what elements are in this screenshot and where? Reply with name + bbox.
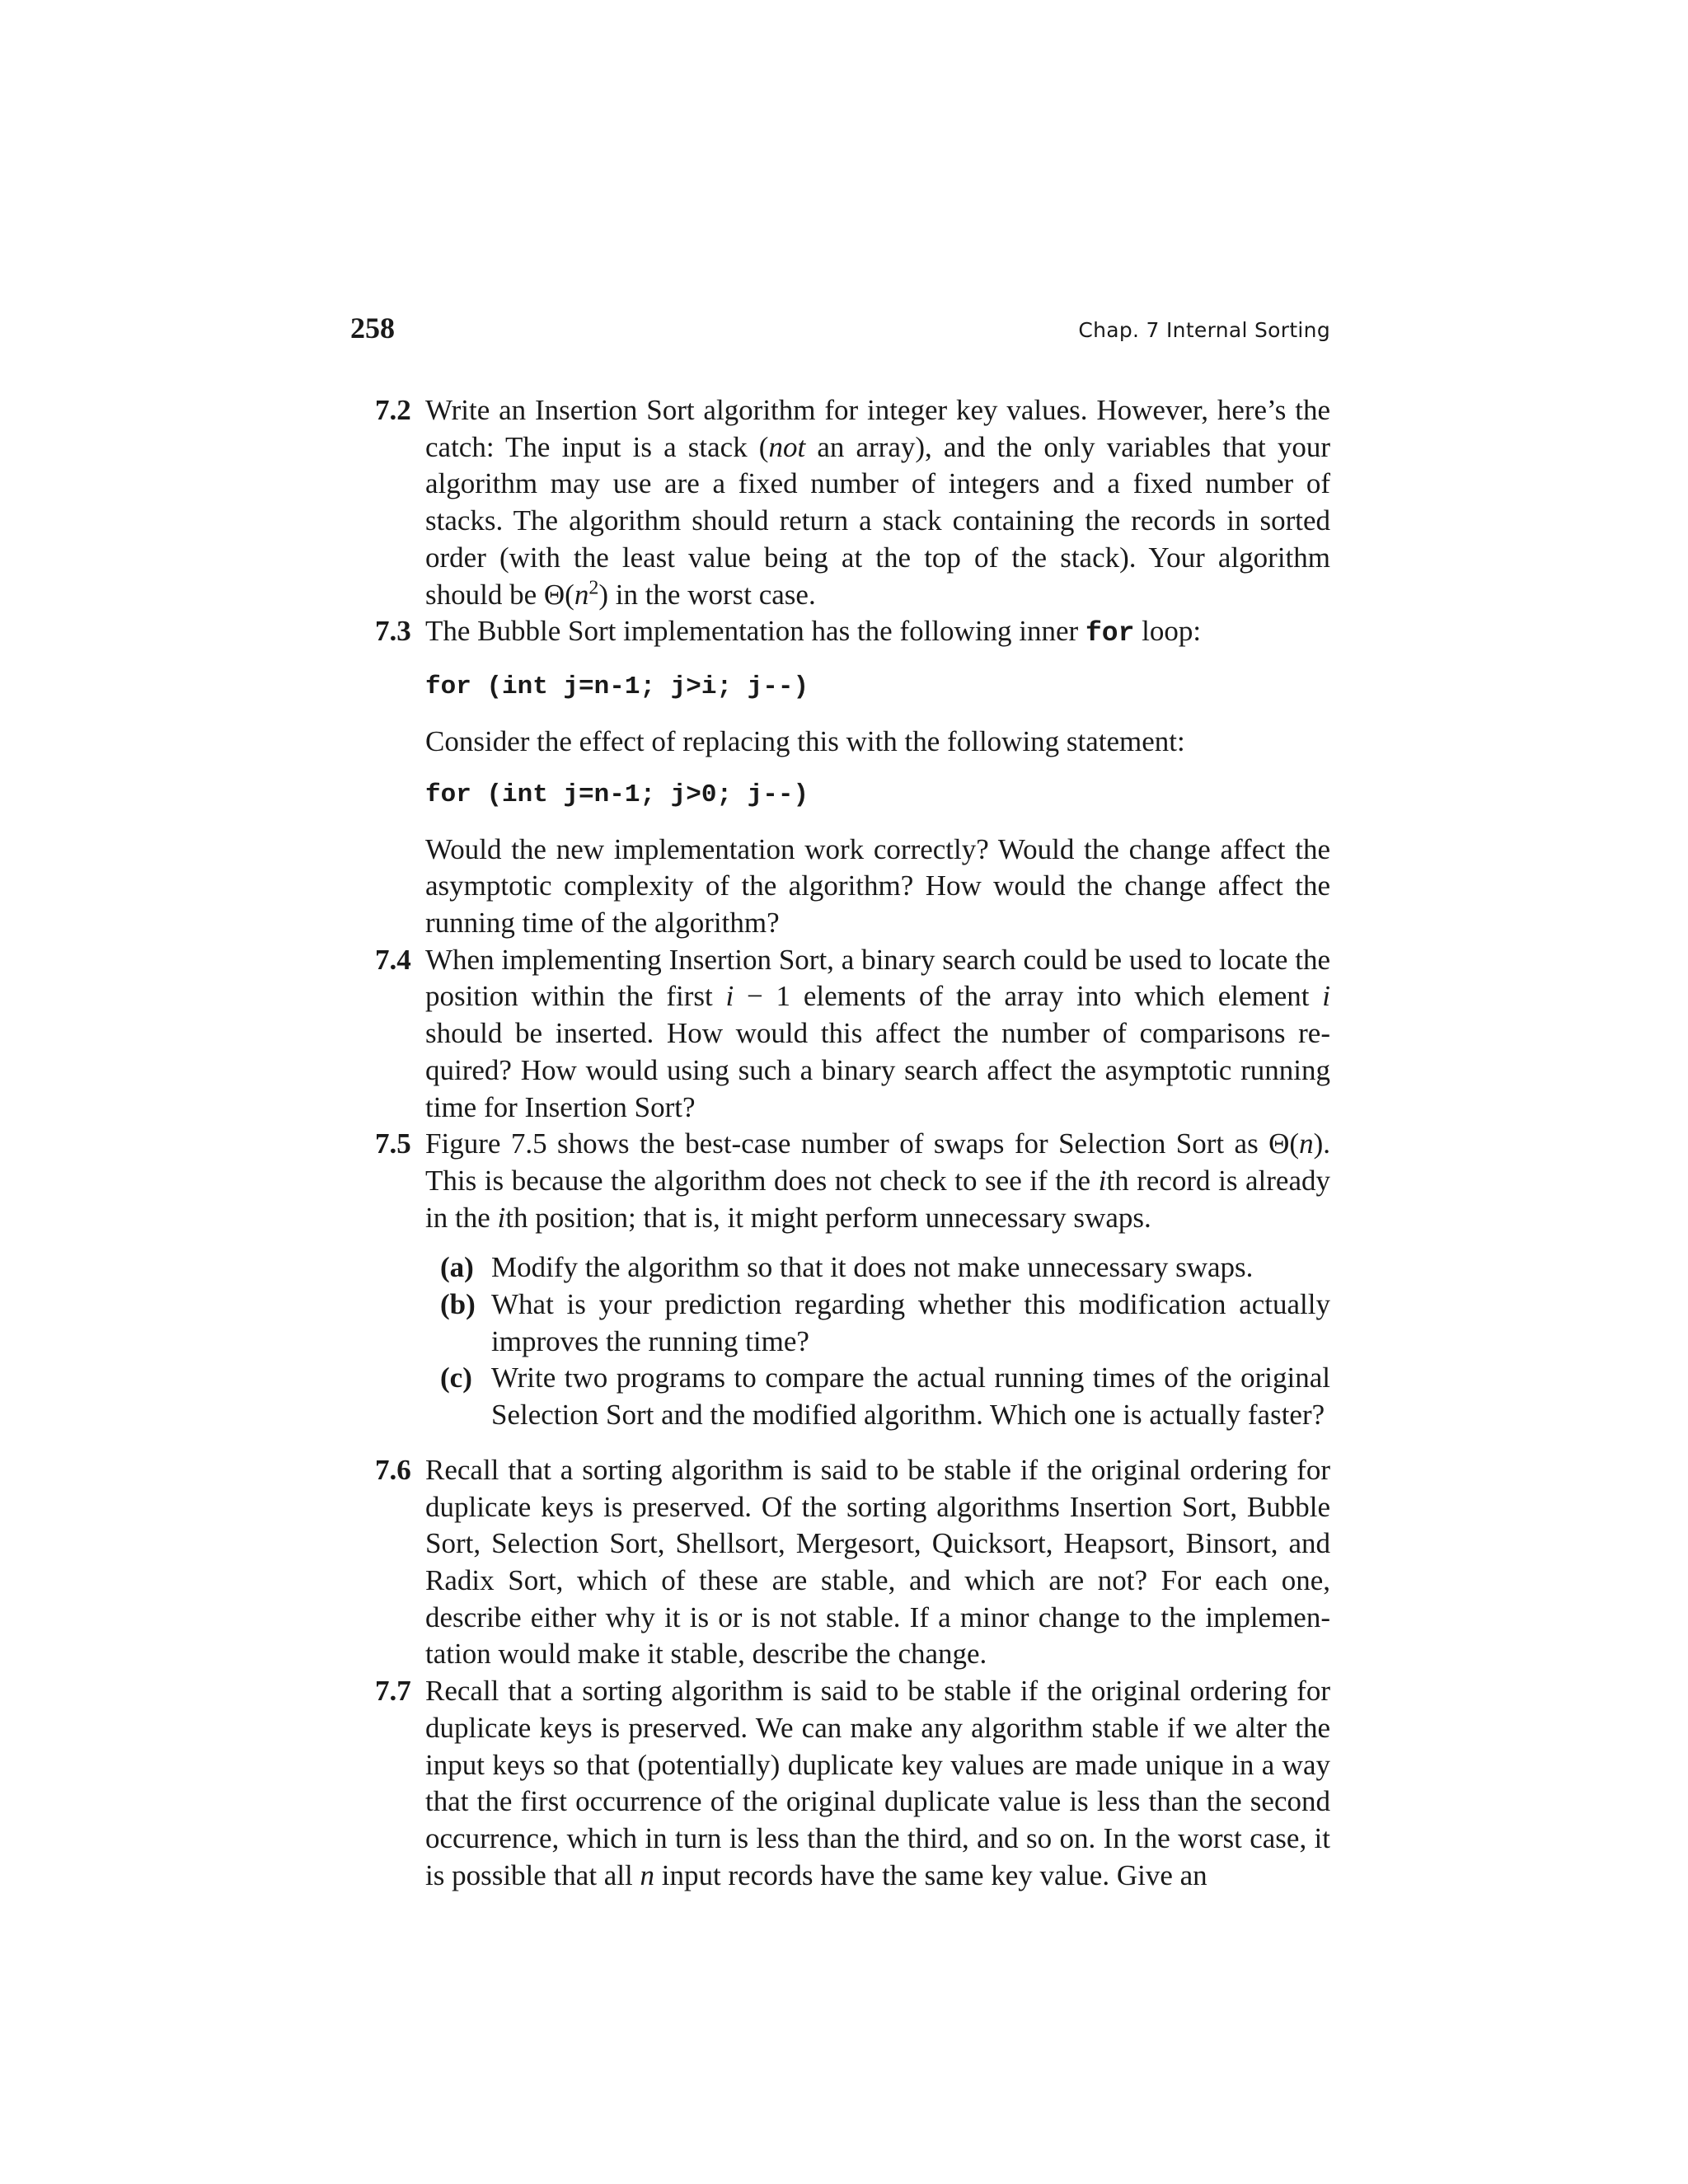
exercise-7-5	[375, 1126, 1330, 1452]
text-run: loop:	[1134, 615, 1202, 648]
emphasis-text: not	[768, 430, 806, 463]
exercise-text	[425, 942, 1330, 1127]
exercise-7-4	[375, 942, 1330, 1127]
text-run: When implementing Insertion Sort, a binary search could be used to locate the position within the first	[425, 943, 1330, 1013]
text-run: Write an Insertion Sort algorithm for integer key values. However, here’s the catch: The input is a stack (	[425, 394, 1330, 463]
sub-question-b	[440, 1286, 1330, 1360]
exercise-number: 7.4	[375, 943, 411, 976]
sub-question-a	[440, 1249, 1330, 1286]
sub-question-label: (b)	[440, 1288, 476, 1321]
exercise-number: 7.6	[375, 1453, 411, 1486]
running-header: Chap. 7 Internal Sorting	[1078, 318, 1330, 342]
text-run: ) in the worst case.	[598, 578, 816, 611]
math-superscript: 2	[588, 576, 599, 598]
text-run: − 1 elements of the array into which element	[734, 980, 1323, 1013]
text-run: th position; that is, it might perform unnecessary swaps.	[505, 1201, 1151, 1234]
sub-question-text: What is your prediction regarding whether this modification actually improves the running time?	[491, 1288, 1330, 1357]
math-variable: i	[725, 980, 734, 1013]
exercise-7-2	[375, 392, 1330, 613]
text-run: th record is already in the	[425, 1164, 1330, 1234]
sub-question-label: (a)	[440, 1251, 474, 1284]
exercise-number: 7.7	[375, 1675, 411, 1708]
inline-code-keyword: for	[1085, 618, 1135, 649]
text-run: input records have the same key value. Give an	[654, 1858, 1207, 1891]
code-line: for (int j=n-1; j>0; j--)	[425, 780, 809, 809]
spacer	[425, 1434, 1330, 1452]
page-body	[375, 392, 1330, 1894]
math-variable: i	[1322, 980, 1330, 1013]
text-run: Figure 7.5 shows the best-case number of swaps for Selection Sort as Θ(	[425, 1127, 1300, 1160]
exercise-text	[425, 392, 1330, 613]
text-run: The Bubble Sort implementation has the following inner	[425, 615, 1085, 648]
exercise-number: 7.3	[375, 615, 411, 648]
sub-question-c	[440, 1360, 1330, 1433]
text-run: Recall that a sorting algorithm is said to be stable if the original ordering for duplicate keys is preserved. We can make any algorithm stable if we alter the input keys so that (potentially) duplicate key values are made unique in a way that the first occurrence of the original duplicate value is less than the second occurrence, which in turn is less than the third, and so on. In the worst case, it is possible that all	[425, 1675, 1330, 1891]
exercise-7-6	[375, 1452, 1330, 1673]
sub-question-label: (c)	[440, 1361, 472, 1394]
exercise-text: Would the new implementation work correctly? Would the change affect the asymptotic complexity of the algorithm? How would the change affect the running time of the algorithm?	[425, 832, 1330, 940]
text-run: ). This is because the algorithm does not check to see if the	[425, 1127, 1330, 1197]
exercise-text	[425, 613, 1330, 653]
exercise-number: 7.5	[375, 1127, 411, 1160]
sub-question-text: Modify the algorithm so that it does not make unnecessary swaps.	[491, 1251, 1254, 1284]
math-variable: n	[1299, 1127, 1314, 1160]
sub-question-list	[440, 1249, 1330, 1434]
math-variable: i	[1098, 1164, 1107, 1197]
exercise-text	[425, 1673, 1330, 1894]
exercise-text	[425, 1126, 1330, 1236]
text-run: should be inserted. How would this affect the number of comparisons required? How would using such a binary search affect the asymptotic running time for Insertion Sort?	[425, 1017, 1330, 1123]
math-variable: n	[574, 578, 589, 611]
exercise-7-7	[375, 1673, 1330, 1894]
math-variable: i	[497, 1201, 506, 1234]
sub-question-text: Write two programs to compare the actual running times of the original Selection Sort and the modified algorithm. Which one is actually faster?	[491, 1361, 1330, 1432]
text-run: an array), and the only variables that your algorithm may use are a fixed number of integers and a fixed number of stacks. The algorithm should return a stack containing the records in sorted order (with the least value being at the top of the stack). Your algorithm should be Θ(	[425, 430, 1330, 611]
exercise-number: 7.2	[375, 394, 411, 426]
exercise-text: Consider the effect of replacing this with the following statement:	[425, 724, 1185, 757]
page-number: 258	[350, 312, 395, 344]
exercise-7-3	[375, 613, 1330, 942]
math-variable: n	[640, 1858, 655, 1891]
exercise-text: Recall that a sorting algorithm is said to be stable if the original ordering for duplicate keys is preserved. Of the sorting algorithms Insertion Sort, Bubble Sort, Selection Sort, Shellsort, Mergesort, Quicksort, Heapsort, Binsort, and Radix Sort, which of these are stable, and which are not? For each one, describe either why it is or is not stable. If a minor change to the implementation would make it stable, describe the change.	[425, 1453, 1330, 1671]
code-line: for (int j=n-1; j>i; j--)	[425, 672, 809, 701]
